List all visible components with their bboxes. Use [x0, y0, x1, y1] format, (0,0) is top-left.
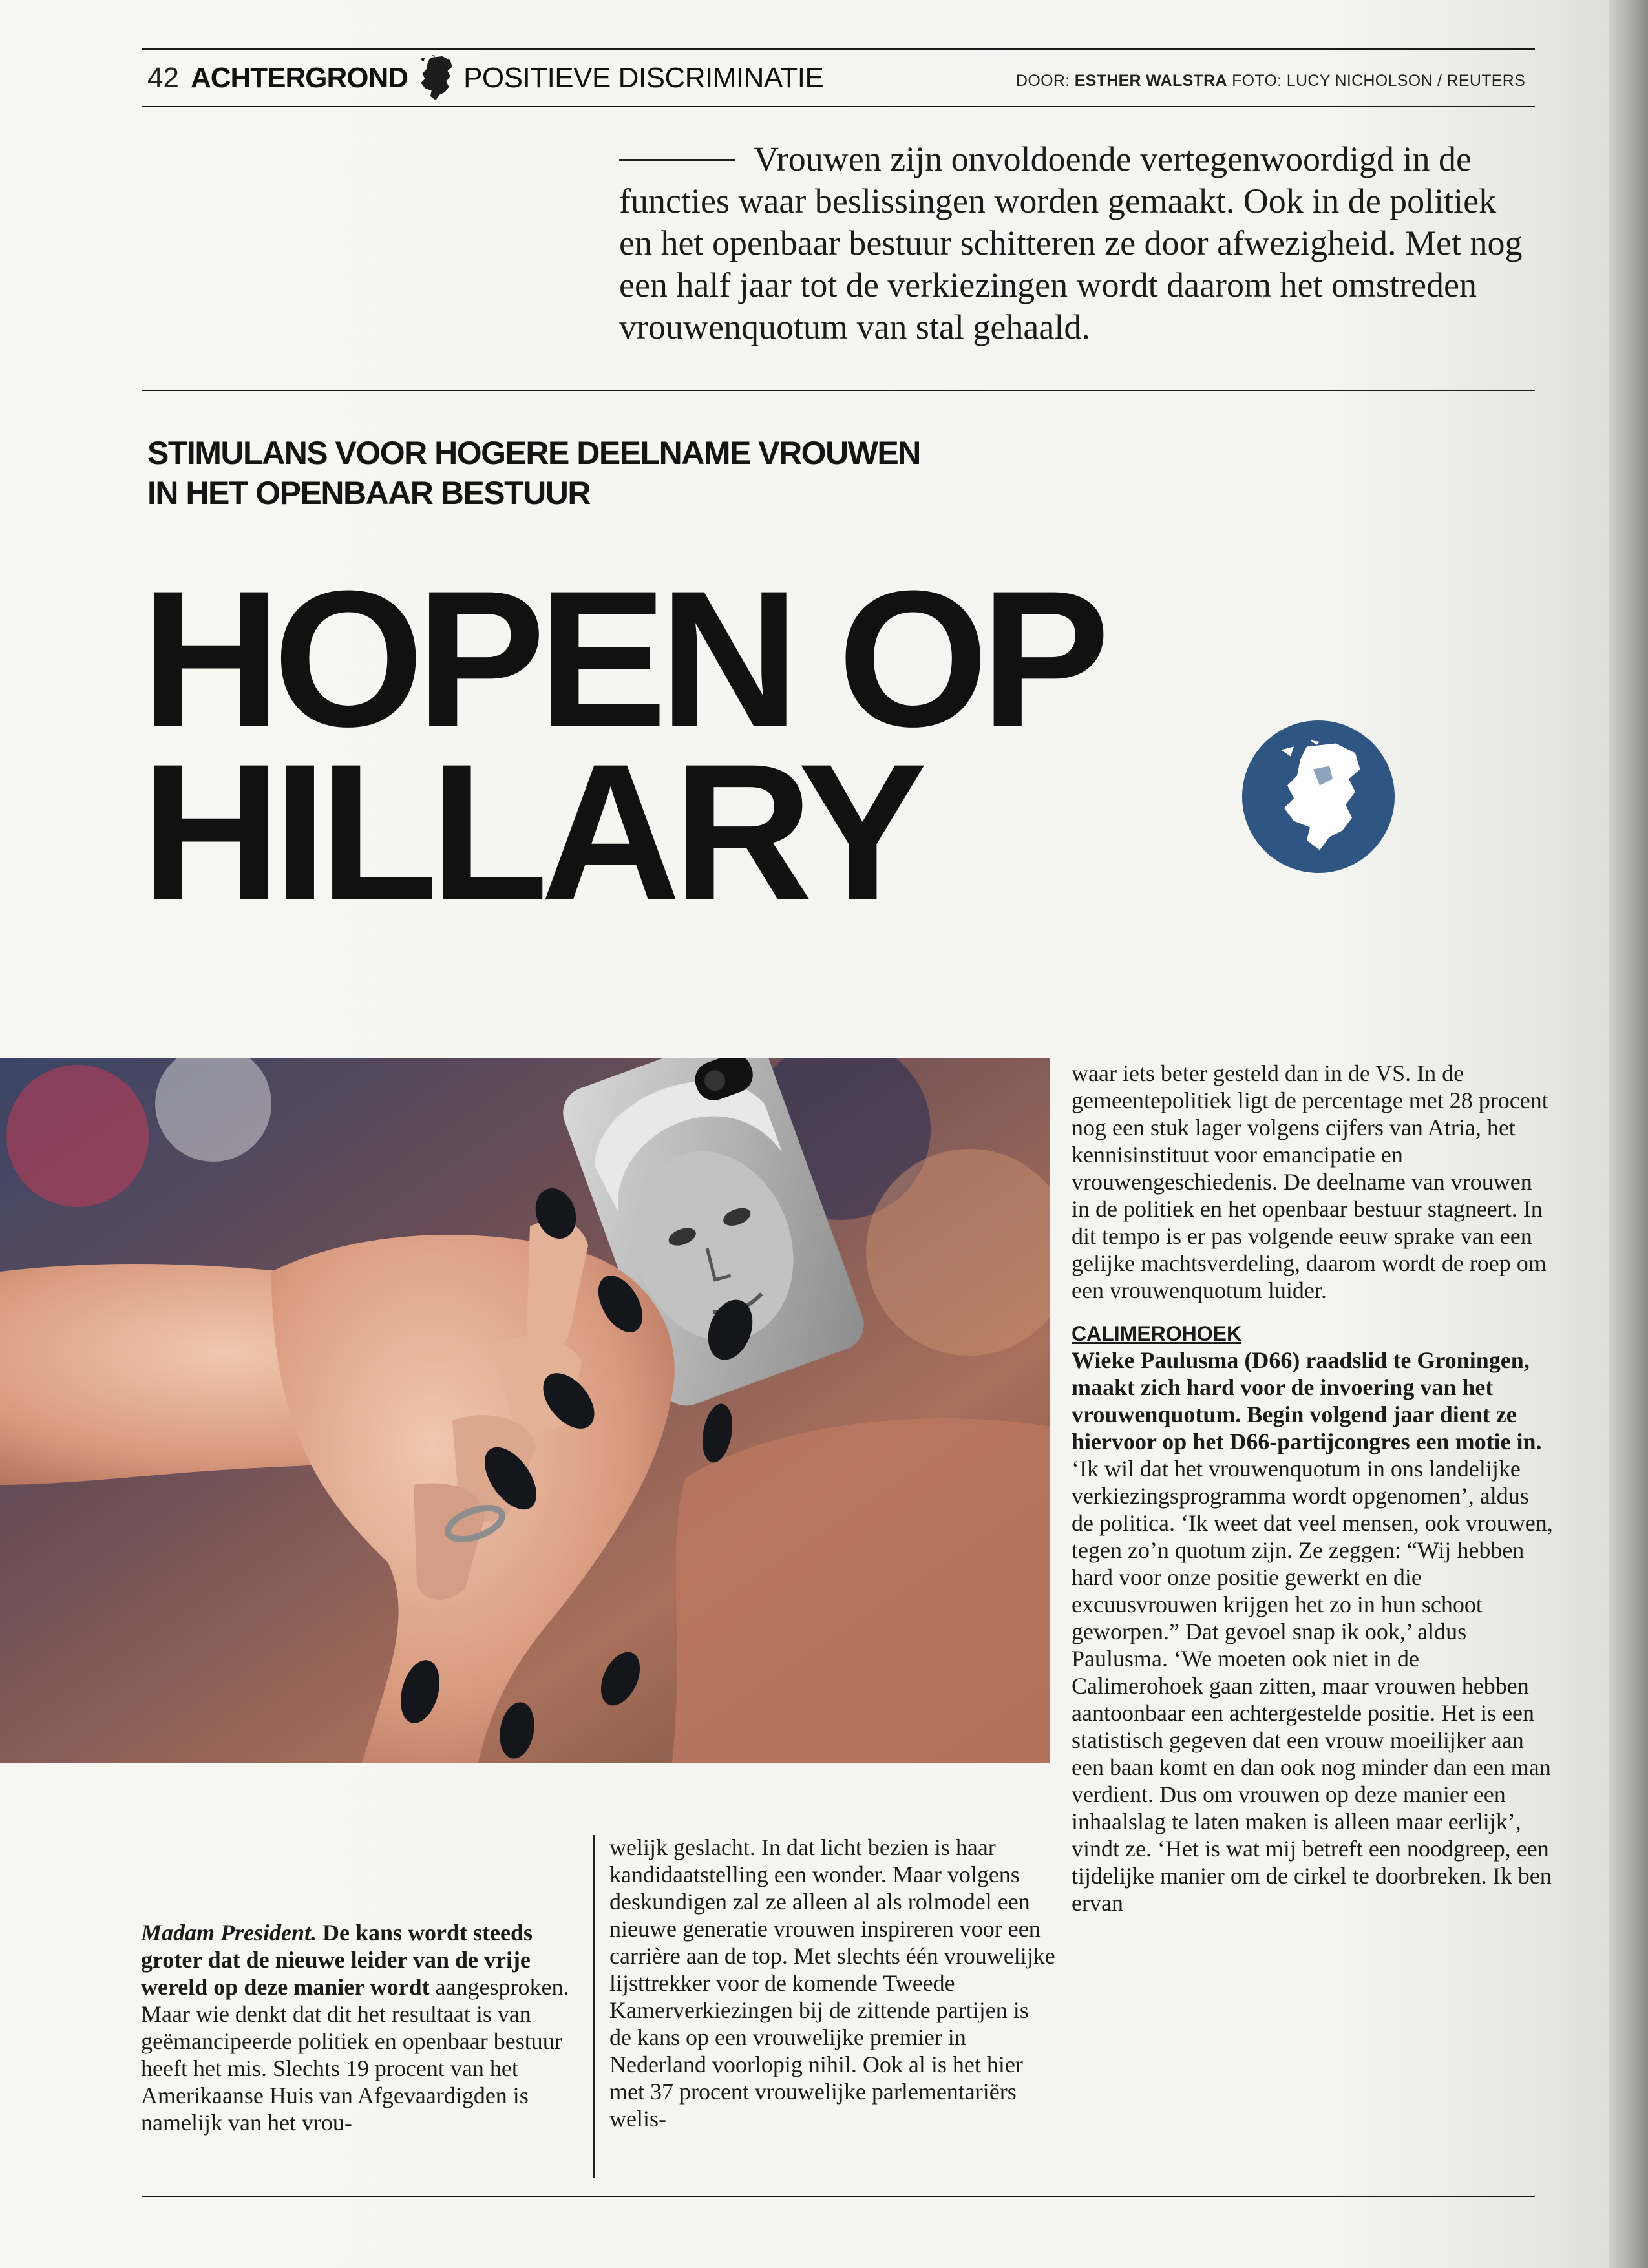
middle-column-text: welijk geslacht. In dat licht bezien is haar kandidaatstelling een wonder. Maar volgens deskundigen zal ze alleen al als rolmodel een nieuwe generatie vrouwen inspireren voor een carrière aan de top. Met slechts één vrouwelijke lijsttrekker voor de komende Tweede Kamerverkiezingen bij de zittende partijen is de kans op een vrouwelijke premier in Nederland voorlopig nihil. Ook al is het hier met 37 procent vrouwelijke parlementariërs welis- — [609, 1834, 1055, 2132]
article-credits — [1016, 72, 1525, 90]
caption-body: aangesproken. Maar wie denkt dat dit het resultaat is van geëmancipeerde politiek en openbaar bestuur heeft het mis. Slechts 19 procent van het Amerikaanse Huis van Afgevaardigden is namelijk van het vrou- — [141, 1974, 569, 2136]
article-headline — [141, 550, 1103, 940]
right-column-lead: Wieke Paulusma (D66) raadslid te Groningen, maakt zich hard voor de invoering van het vrouwenquotum. Begin volgend jaar dient ze hiervoor op het D66-partijcongres een motie in. — [1072, 1347, 1542, 1454]
page-header — [147, 57, 823, 100]
netherlands-map-icon — [414, 55, 457, 101]
netherlands-map-icon — [1271, 740, 1368, 854]
netherlands-badge — [1242, 720, 1395, 873]
intro-text: Vrouwen zijn onvoldoende vertegenwoordigd in de functies waar beslissingen worden gemaakt. Ook in de politiek en het openbaar bestuur schitteren ze door afwezigheid. Met nog een half jaar tot de verkiezingen wordt daarom het omstreden vrouwenquotum van stal gehaald. — [619, 140, 1523, 346]
caption-lead: Madam President. — [141, 1920, 317, 1946]
topic-label: POSITIEVE DISCRIMINATIE — [463, 62, 824, 94]
headline-line-1: HOPEN OP — [141, 550, 1103, 767]
footer-rule — [142, 2196, 1535, 2197]
magazine-spine — [1609, 0, 1648, 2268]
photo-illustration — [0, 1058, 1050, 1763]
article-kicker — [147, 433, 1117, 513]
caption-bold-text: De kans wordt steeds groter dat de nieuwe leider van de vrije wereld op deze manier wordt — [141, 1920, 533, 2000]
author-prefix: DOOR: — [1016, 72, 1070, 90]
middle-column — [609, 1834, 1055, 2132]
article-intro — [619, 138, 1524, 348]
headline-line-2: HILLARY — [141, 723, 920, 940]
photo-caption — [141, 1919, 593, 2136]
column-divider — [593, 1835, 595, 2178]
header-rule-top — [142, 48, 1535, 50]
right-column-body: ‘Ik wil dat het vrouwenquotum in ons landelijke verkiezingsprogramma wordt opgenomen’, aldus de politica. ‘Ik weet dat veel mensen, ook vrouwen, tegen zo’n quotum zijn. Ze zeggen: “Wij hebben hard voor onze positie gewerkt en die excuusvrouwen krijgen het zo in hun schoot geworpen.” Dat gevoel snap ik ook,’ aldus Paulusma. ‘We moeten ook niet in de Calimerohoek gaan zitten, maar vrouwen hebben aantoonbaar een achtergestelde positie. Het is een statistisch gegeven dat een vrouw moeilijker aan een baan komt en dan ook nog minder dan een man verdient. Dus om vrouwen op deze manier een inhaalslag te laten maken is alleen maar eerlijk’, vindt ze. ‘Het is wat mij betreft een noodgreep, een tijdelijke manier om de cirkel te doorbreken. Ik ben ervan — [1072, 1456, 1553, 1916]
right-column — [1072, 1060, 1553, 1916]
subheading-calimerohoek: CALIMEROHOEK — [1072, 1322, 1242, 1345]
right-column-paragraph-1: waar iets beter gesteld dan in de VS. In de gemeentepolitiek ligt de percentage met 28 procent nog een stuk lager volgens cijfers van Atria, het kennisinstituut voor emancipatie en vrouwengeschiedenis. De deelname van vrouwen in de politiek en het openbaar bestuur stagneert. In dit tempo is er pas volgende eeuw sprake van een gelijke machtsverdeling, daarom wordt de roep om een vrouwenquotum luider. — [1072, 1060, 1548, 1303]
kicker-line-1: STIMULANS VOOR HOGERE DEELNAME VROUWEN — [147, 435, 920, 471]
page-number: 42 — [147, 62, 179, 94]
intro-divider — [142, 390, 1535, 391]
hands-holding-phone-photo — [0, 1058, 1050, 1763]
author-name: ESTHER WALSTRA — [1074, 72, 1227, 90]
photo-prefix: FOTO: — [1232, 72, 1282, 90]
header-rule-bottom — [142, 106, 1535, 107]
section-label: ACHTERGROND — [190, 62, 408, 94]
kicker-line-2: IN HET OPENBAAR BESTUUR — [147, 475, 590, 511]
intro-dash — [619, 159, 735, 161]
show-through-right — [1092, 362, 1538, 1040]
photo-credit: LUCY NICHOLSON / REUTERS — [1286, 72, 1526, 90]
